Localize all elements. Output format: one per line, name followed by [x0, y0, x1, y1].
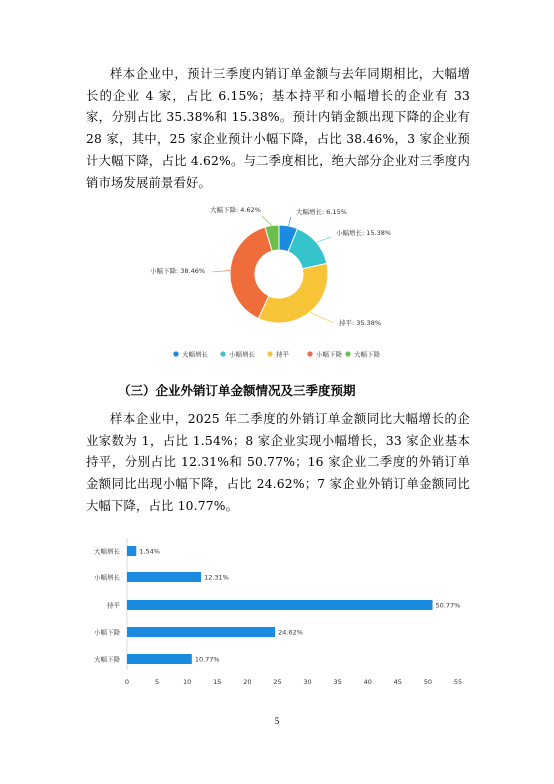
bar	[127, 572, 201, 582]
x-tick-label: 40	[363, 678, 372, 686]
donut-slice-label: 小幅下降: 38.46%	[150, 267, 206, 275]
y-category-label: 小幅下降	[94, 628, 120, 637]
y-category-label: 大幅增长	[94, 547, 120, 556]
legend-marker	[220, 351, 225, 356]
donut-leader-line	[288, 217, 291, 226]
x-tick-label: 35	[333, 678, 342, 686]
bar-value-label: 50.77%	[435, 601, 461, 610]
bar-value-label: 12.31%	[204, 573, 229, 582]
legend-marker	[267, 351, 272, 356]
legend-label: 大幅下降	[354, 350, 380, 359]
x-tick-label: 55	[453, 678, 463, 686]
bar-value-label: 24.62%	[278, 628, 303, 637]
x-tick-label: 5	[155, 678, 160, 686]
x-tick-label: 10	[183, 678, 192, 686]
bar-value-label: 1.54%	[139, 547, 160, 556]
donut-leader-line	[262, 216, 272, 226]
x-tick-label: 25	[273, 678, 282, 686]
bar	[127, 654, 192, 664]
x-tick-label: 30	[303, 678, 312, 686]
bar	[127, 627, 275, 637]
section-heading: （三）企业外销订单金额情况及三季度预期	[118, 383, 356, 398]
paragraph-export-orders: 样本企业中，2025 年二季度的外销订单金额同比大幅增长的企业家数为 1，占比 1.54%；8 家企业实现小幅增长，33 家企业基本持平，分别占比 12.31%和 50.77%；16 家企业二季度的外销订单金额同比出现小幅下降，占比 24.62%；7 家企业外销订单金额同比大幅下降，占比 10.77%。	[86, 412, 470, 513]
domestic-orders-donut-chart	[0, 196, 554, 366]
bar-value-label: 10.77%	[194, 655, 220, 664]
export-orders-bar-chart	[0, 532, 554, 692]
x-tick-label: 15	[213, 678, 222, 686]
donut-leader-line	[212, 270, 230, 272]
legend-label: 大幅增长	[182, 350, 208, 359]
donut-leader-line	[310, 312, 334, 323]
legend-label: 持平	[276, 350, 289, 359]
donut-slice	[258, 263, 328, 323]
donut-slice-label: 大幅增长: 6.15%	[296, 208, 347, 216]
x-tick-label: 45	[393, 678, 402, 686]
legend-label: 小幅下降	[316, 350, 342, 359]
legend-marker	[345, 351, 350, 356]
x-tick-label: 0	[124, 678, 130, 686]
bar	[127, 600, 433, 610]
y-category-label: 小幅增长	[94, 573, 120, 582]
y-category-label: 大幅下降	[94, 655, 120, 664]
y-category-label: 持平	[107, 601, 120, 610]
legend-marker	[173, 351, 178, 356]
legend-label: 小幅增长	[229, 350, 255, 359]
donut-leader-line	[316, 237, 331, 242]
legend-marker	[307, 351, 312, 356]
x-tick-label: 20	[243, 678, 252, 686]
x-tick-label: 50	[423, 678, 433, 686]
paragraph-domestic-orders: 样本企业中，预计三季度内销订单金额与去年同期相比，大幅增长的企业 4 家，占比 6.15%；基本持平和小幅增长的企业有 33 家，分别占比 35.38%和 15.38%。预计内销金额出现下降的企业有 28 家，其中，25 家企业预计小幅下降，占比 38.46%，3 家企业预计大幅下降，占比 4.62%。与二季度相比，绝大部分企业对三季度内销市场发展前景看好。	[86, 67, 470, 190]
bar	[127, 546, 136, 556]
donut-slice-label: 持平: 35.38%	[339, 319, 382, 327]
page-number: 5	[274, 716, 280, 726]
donut-slice-label: 大幅下降: 4.62%	[210, 206, 261, 214]
donut-slice-label: 小幅增长: 15.38%	[336, 229, 392, 237]
